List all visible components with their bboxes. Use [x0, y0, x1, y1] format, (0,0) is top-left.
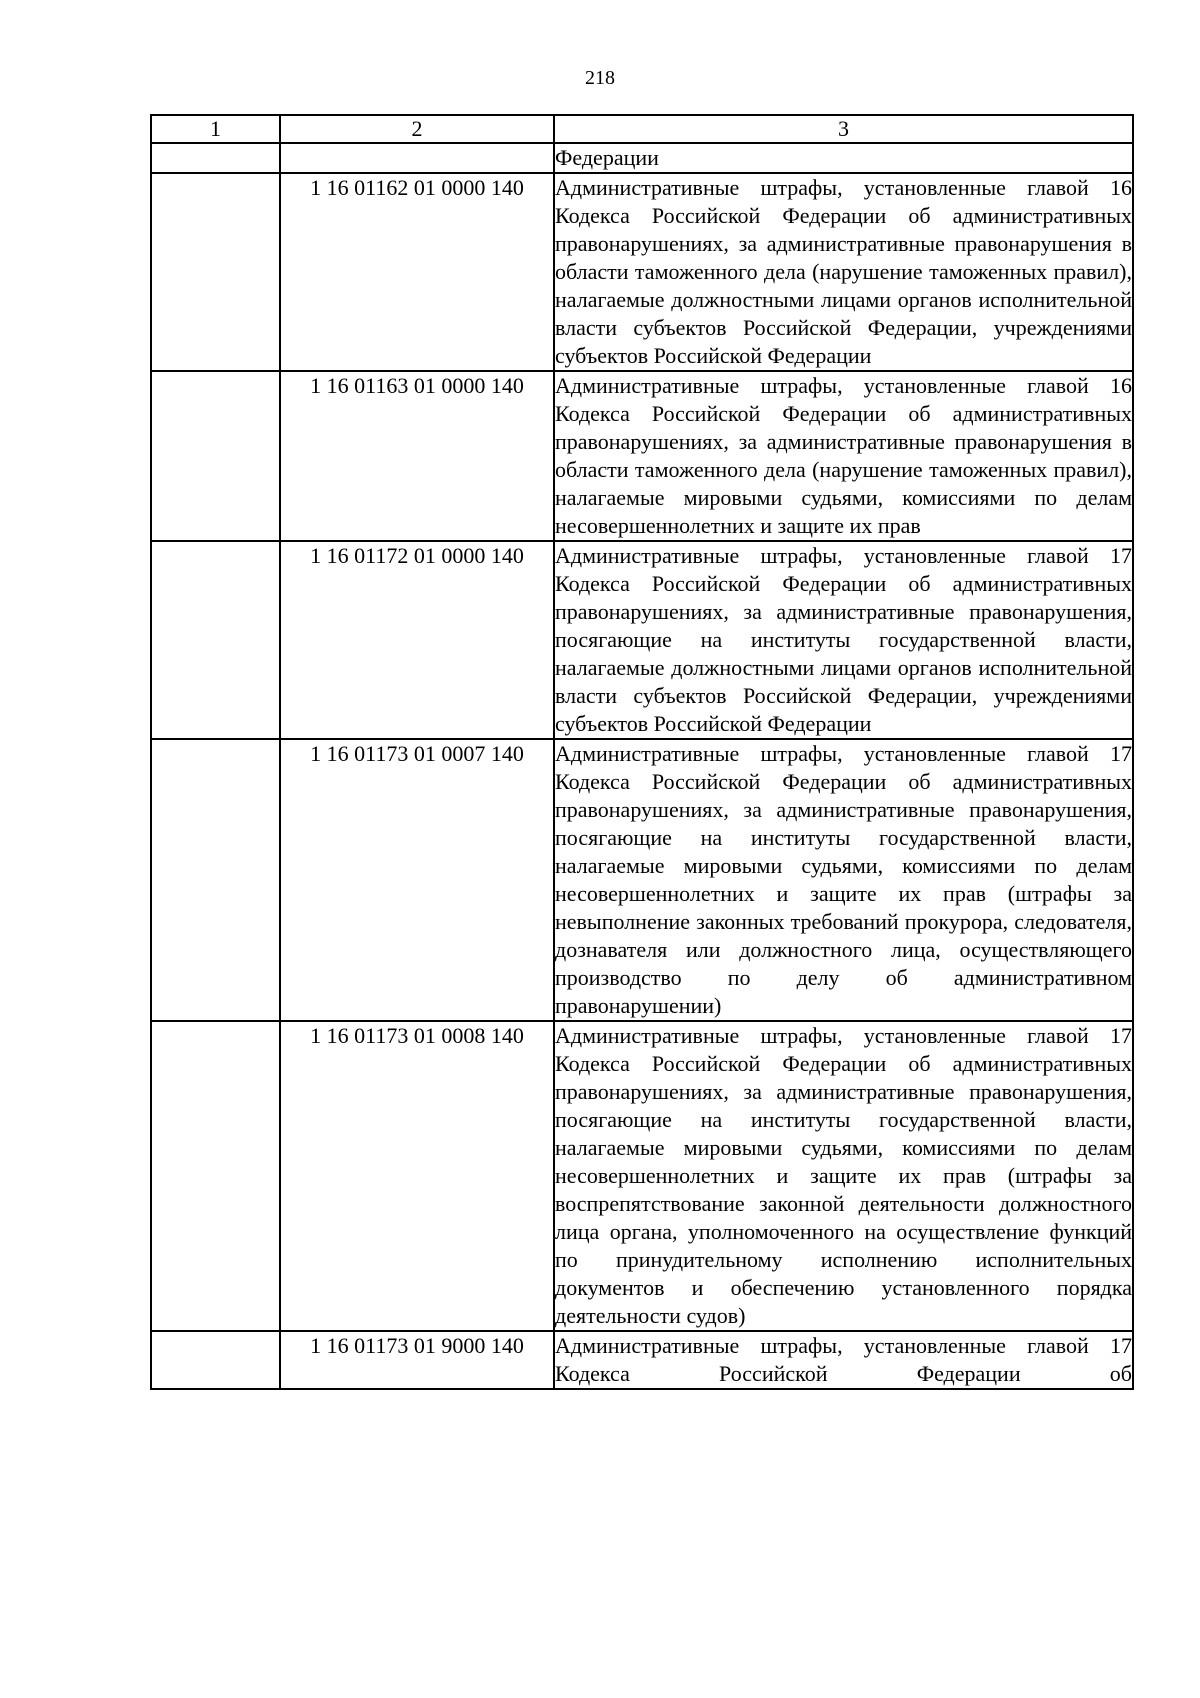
row-col1-cell	[151, 541, 280, 739]
row-description-cell: Федерации	[554, 143, 1133, 173]
table-row	[151, 173, 1133, 371]
table-row	[151, 143, 1133, 173]
row-code-cell	[280, 143, 554, 173]
table-row	[151, 1021, 1133, 1331]
column-header-2: 2	[280, 115, 554, 143]
table-row	[151, 541, 1133, 739]
row-code-cell: 1 16 01172 01 0000 140	[280, 541, 554, 739]
row-col1-cell	[151, 1021, 280, 1331]
row-description-cell: Административные штрафы, установленные главой 17 Кодекса Российской Федерации об административных правонарушениях, за административные правонарушения, посягающие на институты государственной власти, налагаемые мировыми судьями, комиссиями по делам несовершеннолетних и защите их прав (штрафы за воспрепятствование законной деятельности должностного лица органа, уполномоченного на осуществление функций по принудительному исполнению исполнительных документов и обеспечению установленного порядка деятельности судов)	[554, 1021, 1133, 1331]
row-code-cell: 1 16 01163 01 0000 140	[280, 371, 554, 541]
row-code-cell: 1 16 01162 01 0000 140	[280, 173, 554, 371]
row-col1-cell	[151, 1331, 280, 1389]
column-header-3: 3	[554, 115, 1133, 143]
row-code-cell: 1 16 01173 01 9000 140	[280, 1331, 554, 1389]
row-description-cell: Административные штрафы, установленные главой 16 Кодекса Российской Федерации об административных правонарушениях, за административные правонарушения в области таможенного дела (нарушение таможенных правил), налагаемые должностными лицами органов исполнительной власти субъектов Российской Федерации, учреждениями субъектов Российской Федерации	[554, 173, 1133, 371]
table-row	[151, 739, 1133, 1021]
table-row	[151, 1331, 1133, 1389]
row-description-cell: Административные штрафы, установленные главой 17 Кодекса Российской Федерации об административных правонарушениях, за административные правонарушения, посягающие на институты государственной власти, налагаемые мировыми судьями, комиссиями по делам несовершеннолетних и защите их прав (штрафы за невыполнение законных требований прокурора, следователя, дознавателя или должностного лица, осуществляющего производство по делу об административном правонарушении)	[554, 739, 1133, 1021]
row-description-cell: Административные штрафы, установленные главой 17 Кодекса Российской Федерации об административных правонарушениях, за административные правонарушения, посягающие на институты государственной власти, налагаемые должностными лицами органов исполнительной власти субъектов Российской Федерации, учреждениями субъектов Российской Федерации	[554, 541, 1133, 739]
budget-codes-table	[150, 114, 1134, 1390]
table-header-row	[151, 115, 1133, 143]
row-col1-cell	[151, 143, 280, 173]
row-col1-cell	[151, 173, 280, 371]
column-header-1: 1	[151, 115, 280, 143]
row-col1-cell	[151, 371, 280, 541]
row-col1-cell	[151, 739, 280, 1021]
table-row	[151, 371, 1133, 541]
row-description-cell: Административные штрафы, установленные главой 17 Кодекса Российской Федерации об	[554, 1331, 1133, 1389]
row-code-cell: 1 16 01173 01 0007 140	[280, 739, 554, 1021]
page-number: 218	[585, 67, 615, 89]
row-code-cell: 1 16 01173 01 0008 140	[280, 1021, 554, 1331]
row-description-cell: Административные штрафы, установленные главой 16 Кодекса Российской Федерации об административных правонарушениях, за административные правонарушения в области таможенного дела (нарушение таможенных правил), налагаемые мировыми судьями, комиссиями по делам несовершеннолетних и защите их прав	[554, 371, 1133, 541]
